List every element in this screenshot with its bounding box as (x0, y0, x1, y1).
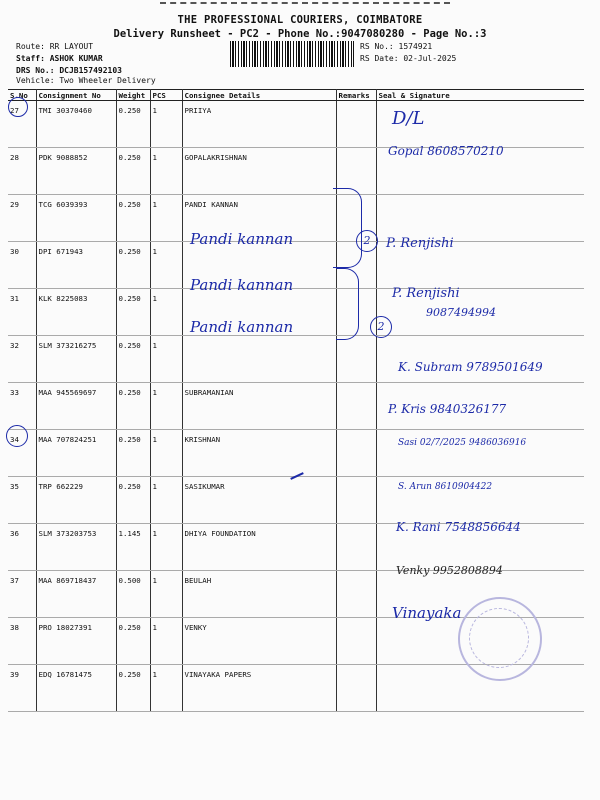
row-pcs: 1 (150, 430, 182, 477)
table-row (8, 289, 584, 336)
row-pcs: 1 (150, 242, 182, 289)
vehicle-label: Vehicle: Two Wheeler Delivery (16, 76, 156, 85)
row-remarks (336, 383, 376, 430)
company-seal-stamp (458, 597, 542, 681)
bracket-mark (336, 268, 359, 340)
signature: Sasi 02/7/2025 9486036916 (398, 438, 527, 448)
row-weight: 0.250 (116, 383, 150, 430)
row-remarks (336, 336, 376, 383)
row-weight: 0.250 (116, 336, 150, 383)
table-row (8, 430, 584, 477)
row-consignment: SLM 373216275 (36, 336, 116, 383)
row-consignment: PDK 9088852 (36, 148, 116, 195)
row-consignee: DHIYA FOUNDATION (182, 524, 336, 571)
row-weight: 0.250 (116, 101, 150, 148)
row-consignment: DPI 671943 (36, 242, 116, 289)
row-sno: 39 (8, 665, 36, 712)
row-consignee: BEULAH (182, 571, 336, 618)
row-consignee: PANDI KANNAN (182, 195, 336, 242)
table-row (8, 477, 584, 524)
row-consignment: EDQ 16781475 (36, 665, 116, 712)
col-consignment: Consignment No (36, 90, 116, 101)
row-weight: 0.500 (116, 571, 150, 618)
document-title: THE PROFESSIONAL COURIERS, COIMBATORE (177, 14, 423, 26)
col-remarks: Remarks (336, 90, 376, 101)
row-consignee: GOPALAKRISHNAN (182, 148, 336, 195)
staff-label: Staff: ASHOK KUMAR (16, 54, 103, 63)
signature: P. Renjishi (392, 286, 460, 301)
row-consignment: MAA 869718437 (36, 571, 116, 618)
circled-number: 2 (370, 316, 392, 338)
row-weight: 0.250 (116, 195, 150, 242)
row-remarks (336, 101, 376, 148)
row-sno: 33 (8, 383, 36, 430)
row-signature-cell (376, 336, 584, 383)
row-sno: 37 (8, 571, 36, 618)
row-consignee: SASIKUMAR (182, 477, 336, 524)
row-weight: 0.250 (116, 430, 150, 477)
row-remarks (336, 618, 376, 665)
row-signature-cell (376, 195, 584, 242)
row-sno: 36 (8, 524, 36, 571)
row-sno: 27 (8, 101, 36, 148)
table-header-row (8, 90, 584, 101)
row-remarks (336, 430, 376, 477)
row-weight: 0.250 (116, 665, 150, 712)
rs-number: RS No.: 1574921 (360, 42, 433, 51)
row-pcs: 1 (150, 618, 182, 665)
signature: Venky 9952808894 (396, 564, 503, 577)
signature: S. Arun 8610904422 (398, 482, 493, 492)
row-consignment: TRP 662229 (36, 477, 116, 524)
signature: K. Rani 7548856644 (396, 520, 521, 534)
top-dashed-line (160, 2, 450, 10)
row-signature-cell (376, 430, 584, 477)
row-weight: 1.145 (116, 524, 150, 571)
row-pcs: 1 (150, 148, 182, 195)
runsheet-subtitle: Delivery Runsheet - PC2 - Phone No.:9047080280 - Page No.:3 (113, 28, 487, 40)
table-row (8, 195, 584, 242)
row-sno: 34 (8, 430, 36, 477)
col-weight: Weight (116, 90, 150, 101)
row-pcs: 1 (150, 383, 182, 430)
row-sno: 35 (8, 477, 36, 524)
row-pcs: 1 (150, 524, 182, 571)
row-consignee: SUBRAMANIAN (182, 383, 336, 430)
handwritten-consignee-name: Pandi kannan (190, 318, 294, 336)
signature: D/L (392, 108, 425, 129)
row-pcs: 1 (150, 571, 182, 618)
route-label: Route: RR LAYOUT (16, 42, 94, 51)
signature: Vinayaka (392, 604, 462, 622)
row-consignment: PRO 18027391 (36, 618, 116, 665)
row-weight: 0.250 (116, 148, 150, 195)
row-consignment: TMI 30370460 (36, 101, 116, 148)
row-remarks (336, 477, 376, 524)
table-row (8, 242, 584, 289)
row-pcs: 1 (150, 289, 182, 336)
row-pcs: 1 (150, 665, 182, 712)
table-row (8, 336, 584, 383)
row-weight: 0.250 (116, 618, 150, 665)
handwritten-consignee-name: Pandi kannan (190, 230, 294, 248)
row-consignee (182, 336, 336, 383)
row-sno: 29 (8, 195, 36, 242)
col-consignee: Consignee Details (182, 90, 336, 101)
row-consignee: VENKY (182, 618, 336, 665)
row-pcs: 1 (150, 336, 182, 383)
row-consignment: KLK 8225083 (36, 289, 116, 336)
row-sno: 31 (8, 289, 36, 336)
sno-circle-mark (6, 425, 28, 447)
bracket-mark (333, 188, 362, 268)
row-consignment: MAA 707824251 (36, 430, 116, 477)
row-pcs: 1 (150, 101, 182, 148)
barcode (230, 41, 354, 67)
row-sno: 28 (8, 148, 36, 195)
row-pcs: 1 (150, 195, 182, 242)
row-weight: 0.250 (116, 477, 150, 524)
row-remarks (336, 524, 376, 571)
row-remarks (336, 665, 376, 712)
row-sno: 32 (8, 336, 36, 383)
signature: K. Subram 9789501649 (398, 360, 543, 374)
col-pcs: PCS (150, 90, 182, 101)
row-consignment: SLM 373203753 (36, 524, 116, 571)
table-row (8, 101, 584, 148)
signature: Gopal 8608570210 (388, 144, 504, 158)
row-sno: 30 (8, 242, 36, 289)
row-weight: 0.250 (116, 289, 150, 336)
row-weight: 0.250 (116, 242, 150, 289)
row-consignee: KRISHNAN (182, 430, 336, 477)
row-consignee: VINAYAKA PAPERS (182, 665, 336, 712)
col-signature: Seal & Signature (376, 90, 584, 101)
row-sno: 38 (8, 618, 36, 665)
col-sno: S.No (8, 90, 36, 101)
rs-date: RS Date: 02-Jul-2025 (360, 54, 457, 63)
circled-number: 2 (356, 230, 378, 252)
signature: P. Kris 9840326177 (388, 402, 507, 416)
drs-number: DRS No.: DCJB157492103 (16, 66, 122, 75)
sno-circle-mark (8, 97, 28, 117)
row-remarks (336, 571, 376, 618)
row-pcs: 1 (150, 477, 182, 524)
row-consignee: PRIIYA (182, 101, 336, 148)
handwritten-consignee-name: Pandi kannan (190, 276, 294, 294)
row-consignment: MAA 945569697 (36, 383, 116, 430)
signature: P. Renjishi (386, 236, 454, 251)
row-consignment: TCG 6039393 (36, 195, 116, 242)
signature: 9087494994 (426, 306, 496, 319)
